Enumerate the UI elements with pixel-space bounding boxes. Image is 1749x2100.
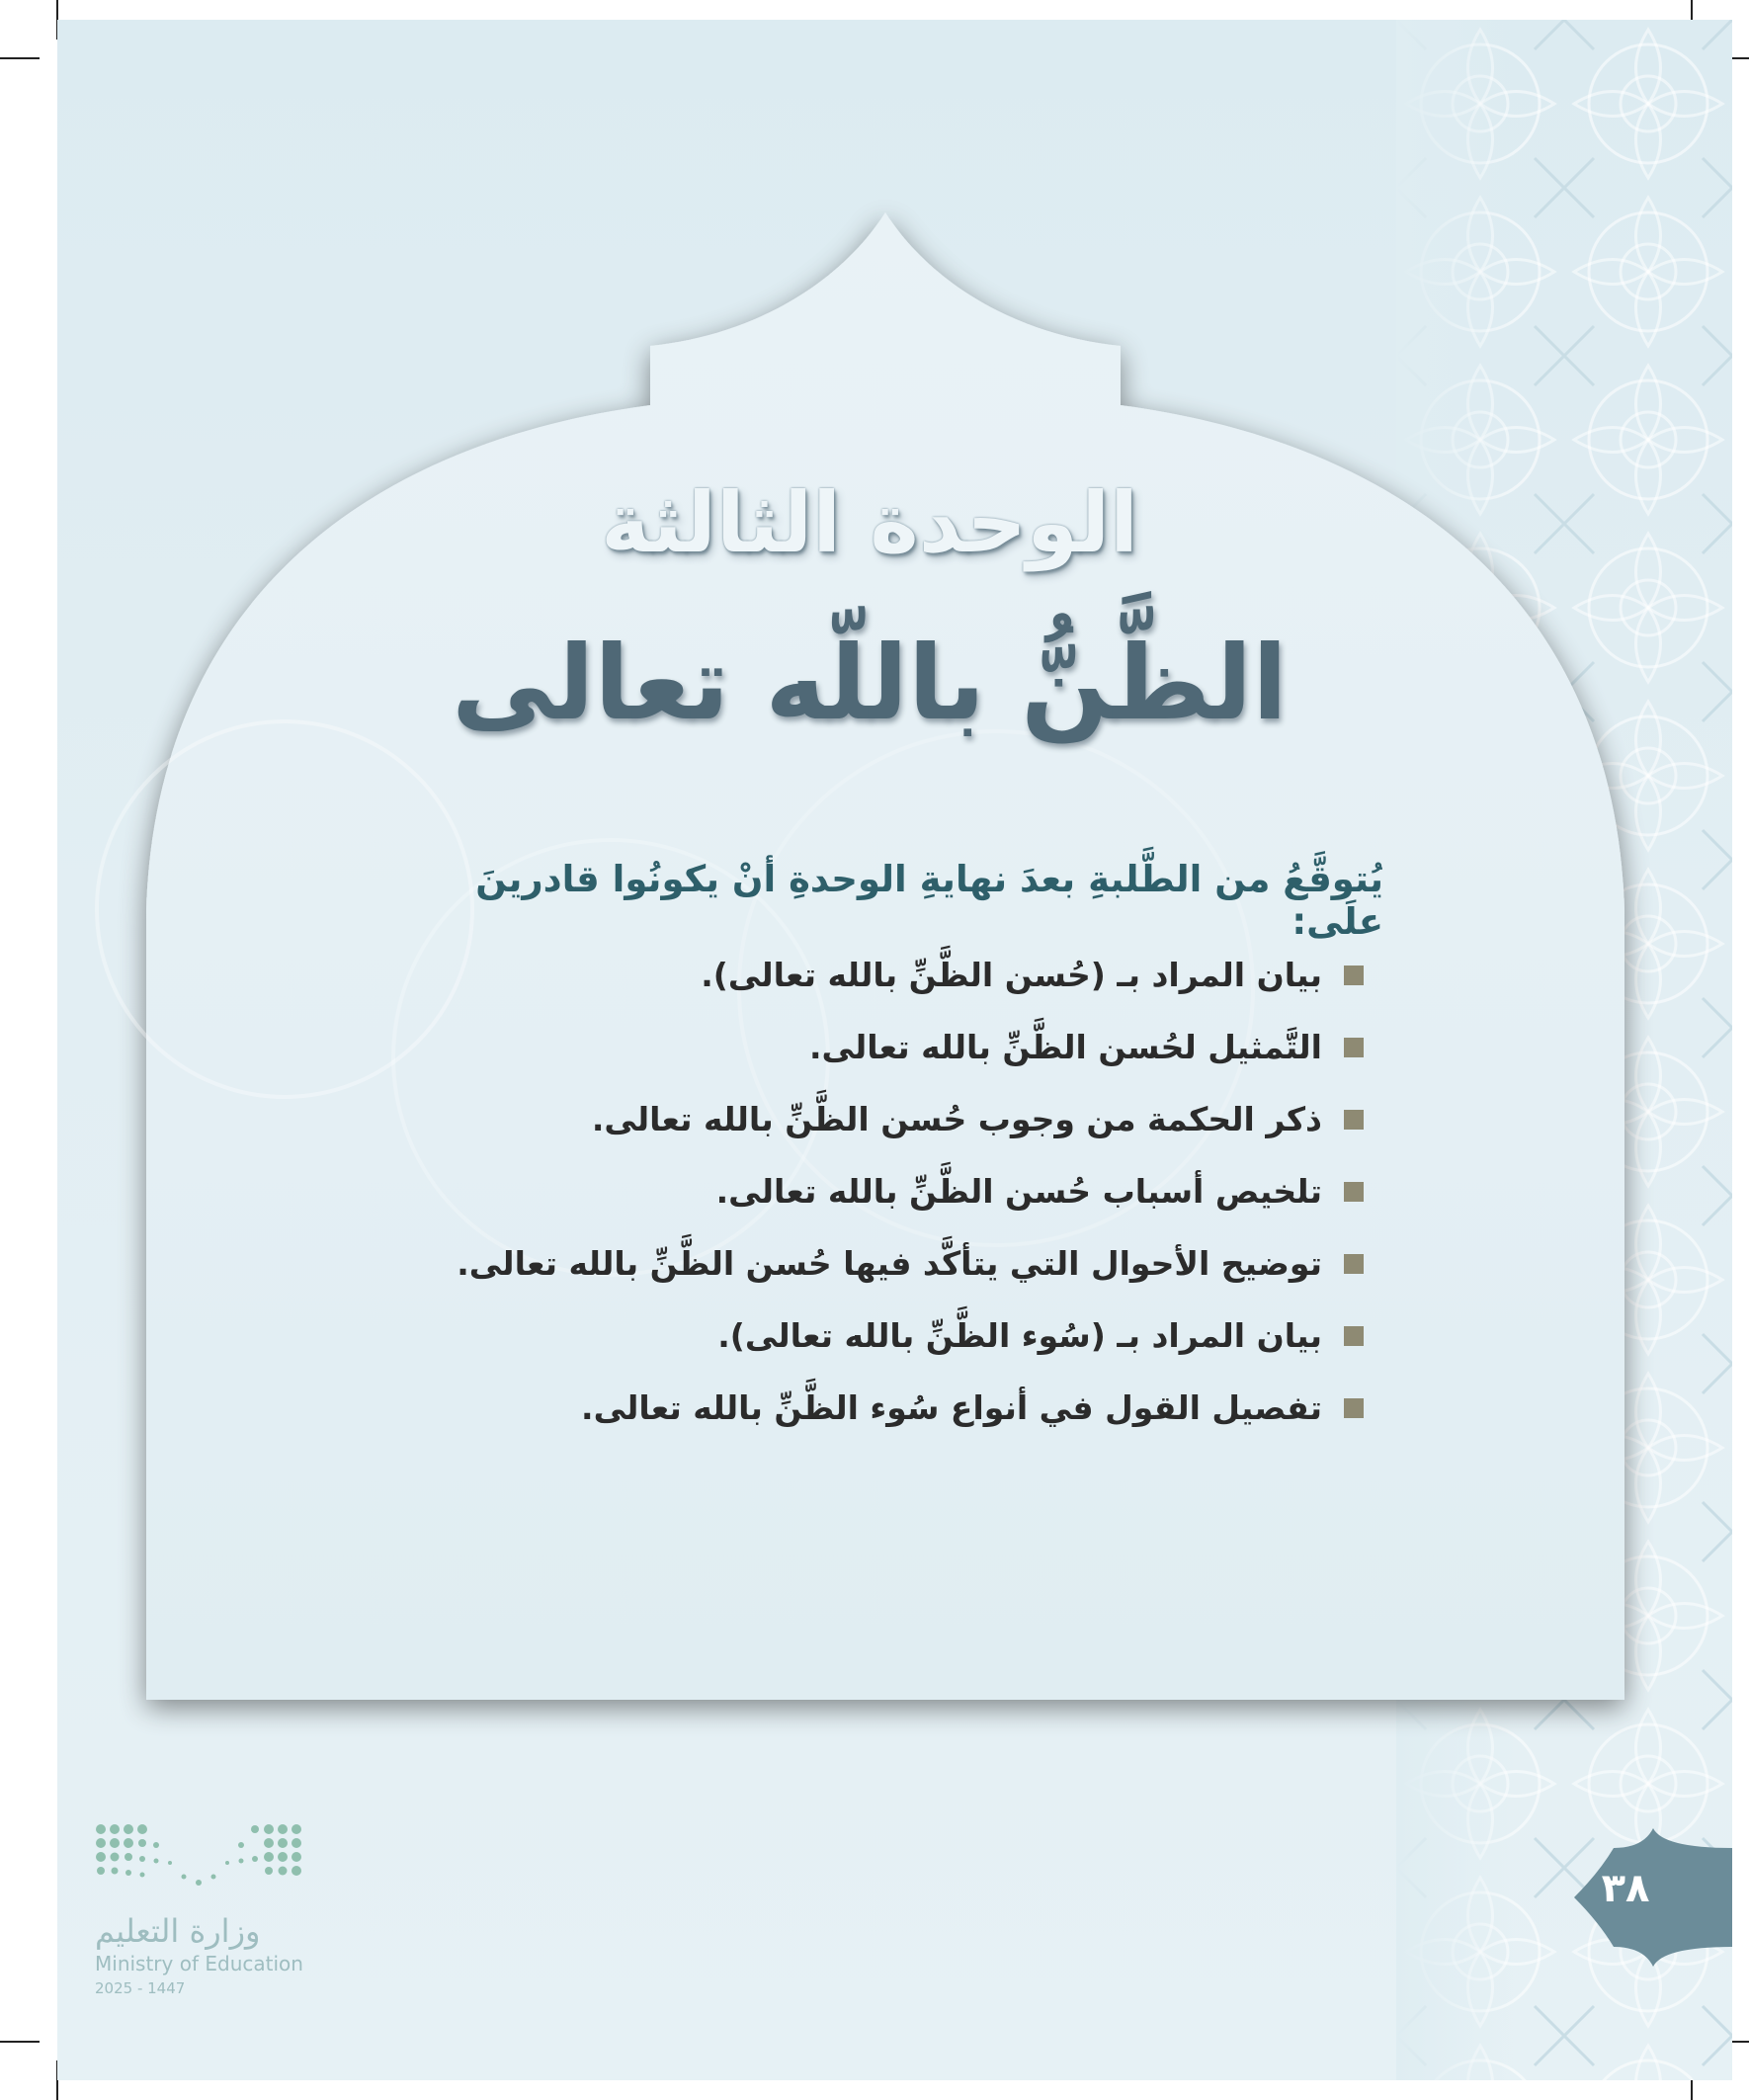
square-bullet-icon [1344,1398,1364,1418]
objectives-list [375,939,1364,1444]
edition-year: 2025 - 1447 [95,1979,186,1997]
ministry-dots-icon [95,1823,307,1894]
ministry-name-english: Ministry of Education [95,1952,303,1975]
objective-text: بيان المراد بـ (سُوء الظَّنِّ بالله تعالى). [717,1316,1322,1355]
objective-item [375,939,1364,1011]
objective-text: ذكر الحكمة من وجوب حُسن الظَّنِّ بالله تعالى. [591,1100,1322,1138]
unit-title: الظَّنُّ باللّه تعالى [452,623,1288,743]
square-bullet-icon [1344,966,1364,985]
objective-item [375,1083,1364,1155]
ministry-logo [95,1823,322,1997]
unit-label: الوحدة الثالثة [601,474,1138,571]
square-bullet-icon [1344,1182,1364,1202]
square-bullet-icon [1344,1254,1364,1274]
square-bullet-icon [1344,1326,1364,1346]
objectives-intro: يُتوقَّعُ من الطَّلبةِ بعدَ نهايةِ الوحدةِ أنْ يكونُوا قادرينَ علَى: [475,858,1383,943]
objective-item [375,1227,1364,1300]
crop-mark [0,2041,40,2043]
objective-text: توضيح الأحوال التي يتأكَّد فيها حُسن الظَّنِّ بالله تعالى. [457,1244,1322,1283]
objective-text: التَّمثيل لحُسن الظَّنِّ بالله تعالى. [808,1028,1322,1066]
objective-item [375,1011,1364,1083]
square-bullet-icon [1344,1038,1364,1057]
objective-item [375,1300,1364,1372]
objective-text: تلخيص أسباب حُسن الظَّنِّ بالله تعالى. [715,1172,1322,1211]
square-bullet-icon [1344,1110,1364,1130]
objective-item [375,1155,1364,1227]
objective-text: تفصيل القول في أنواع سُوء الظَّنِّ بالله تعالى. [581,1388,1322,1427]
page-number: ٣٨ [1601,1866,1650,1911]
objective-item [375,1372,1364,1444]
objective-text: بيان المراد بـ (حُسن الظَّنِّ بالله تعالى). [701,956,1322,994]
crop-mark [0,57,40,59]
ministry-name-arabic: وزارة التعليم [95,1912,261,1950]
